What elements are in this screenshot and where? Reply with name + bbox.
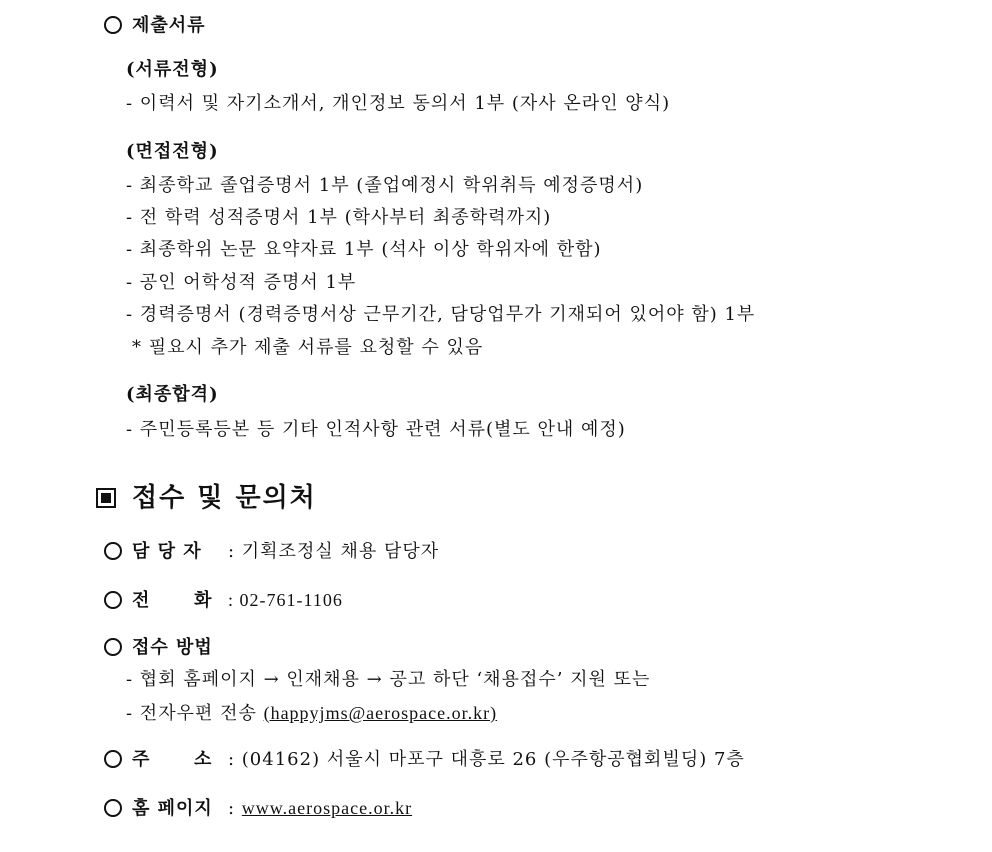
interview-screening-item: - 전 학력 성적증명서 1부 (학사부터 최종학력까지): [126, 207, 552, 228]
method-label: 접수 방법: [132, 637, 213, 658]
contact-manager-row: [104, 540, 439, 564]
email-link[interactable]: (happyjms@aerospace.or.kr): [263, 703, 498, 723]
address-label: 주 소: [132, 749, 213, 770]
circle-bullet-icon: [104, 750, 122, 768]
homepage-label: 홈 페이지: [132, 798, 213, 819]
circle-bullet-icon: [104, 16, 122, 34]
interview-screening-item: - 공인 어학성적 증명서 1부: [126, 272, 357, 293]
document-screening-title: (서류전형): [126, 59, 219, 80]
contact-method-row: [104, 636, 213, 660]
circle-bullet-icon: [104, 799, 122, 817]
homepage-separator: :: [228, 798, 242, 819]
submission-docs-heading: 제출서류: [104, 14, 206, 38]
interview-screening-item: - 최종학교 졸업증명서 1부 (졸업예정시 학위취득 예정증명서): [126, 175, 644, 196]
interview-screening-item: - 경력증명서 (경력증명서상 근무기간, 담당업무가 기재되어 있어야 함) 1부: [126, 304, 756, 325]
square-bullet-icon: [96, 488, 116, 508]
phone-label: 전 화: [132, 590, 213, 611]
manager-label: 담 당 자: [132, 541, 202, 562]
address-value: : (04162) 서울시 마포구 대흥로 26 (우주항공협회빌딩) 7층: [228, 749, 745, 770]
circle-bullet-icon: [104, 591, 122, 609]
document-screening-item: - 이력서 및 자기소개서, 개인정보 동의서 1부 (자사 온라인 양식): [126, 93, 671, 114]
circle-bullet-icon: [104, 542, 122, 560]
method-item: - 협회 홈페이지 → 인재채용 → 공고 하단 ‘채용접수’ 지원 또는: [126, 669, 651, 690]
final-pass-item: - 주민등록등본 등 기타 인적사항 관련 서류(별도 안내 예정): [126, 419, 626, 440]
phone-value: : 02-761-1106: [228, 590, 343, 610]
manager-value: : 기획조정실 채용 담당자: [228, 541, 440, 562]
contact-phone-row: [104, 588, 343, 613]
method-item: - 전자우편 전송 (happyjms@aerospace.or.kr): [126, 703, 498, 724]
interview-screening-item: - 최종학위 논문 요약자료 1부 (석사 이상 학위자에 한함): [126, 239, 602, 260]
interview-screening-note: * 필요시 추가 제출 서류를 요청할 수 있음: [132, 337, 484, 358]
homepage-link[interactable]: www.aerospace.or.kr: [241, 798, 413, 818]
final-pass-title: (최종합격): [126, 384, 219, 405]
interview-screening-title: (면접전형): [126, 141, 219, 162]
circle-bullet-icon: [104, 638, 122, 656]
contact-address-row: [104, 748, 745, 772]
contact-section-title: 접수 및 문의처: [96, 482, 317, 514]
contact-homepage-row: [104, 796, 412, 821]
